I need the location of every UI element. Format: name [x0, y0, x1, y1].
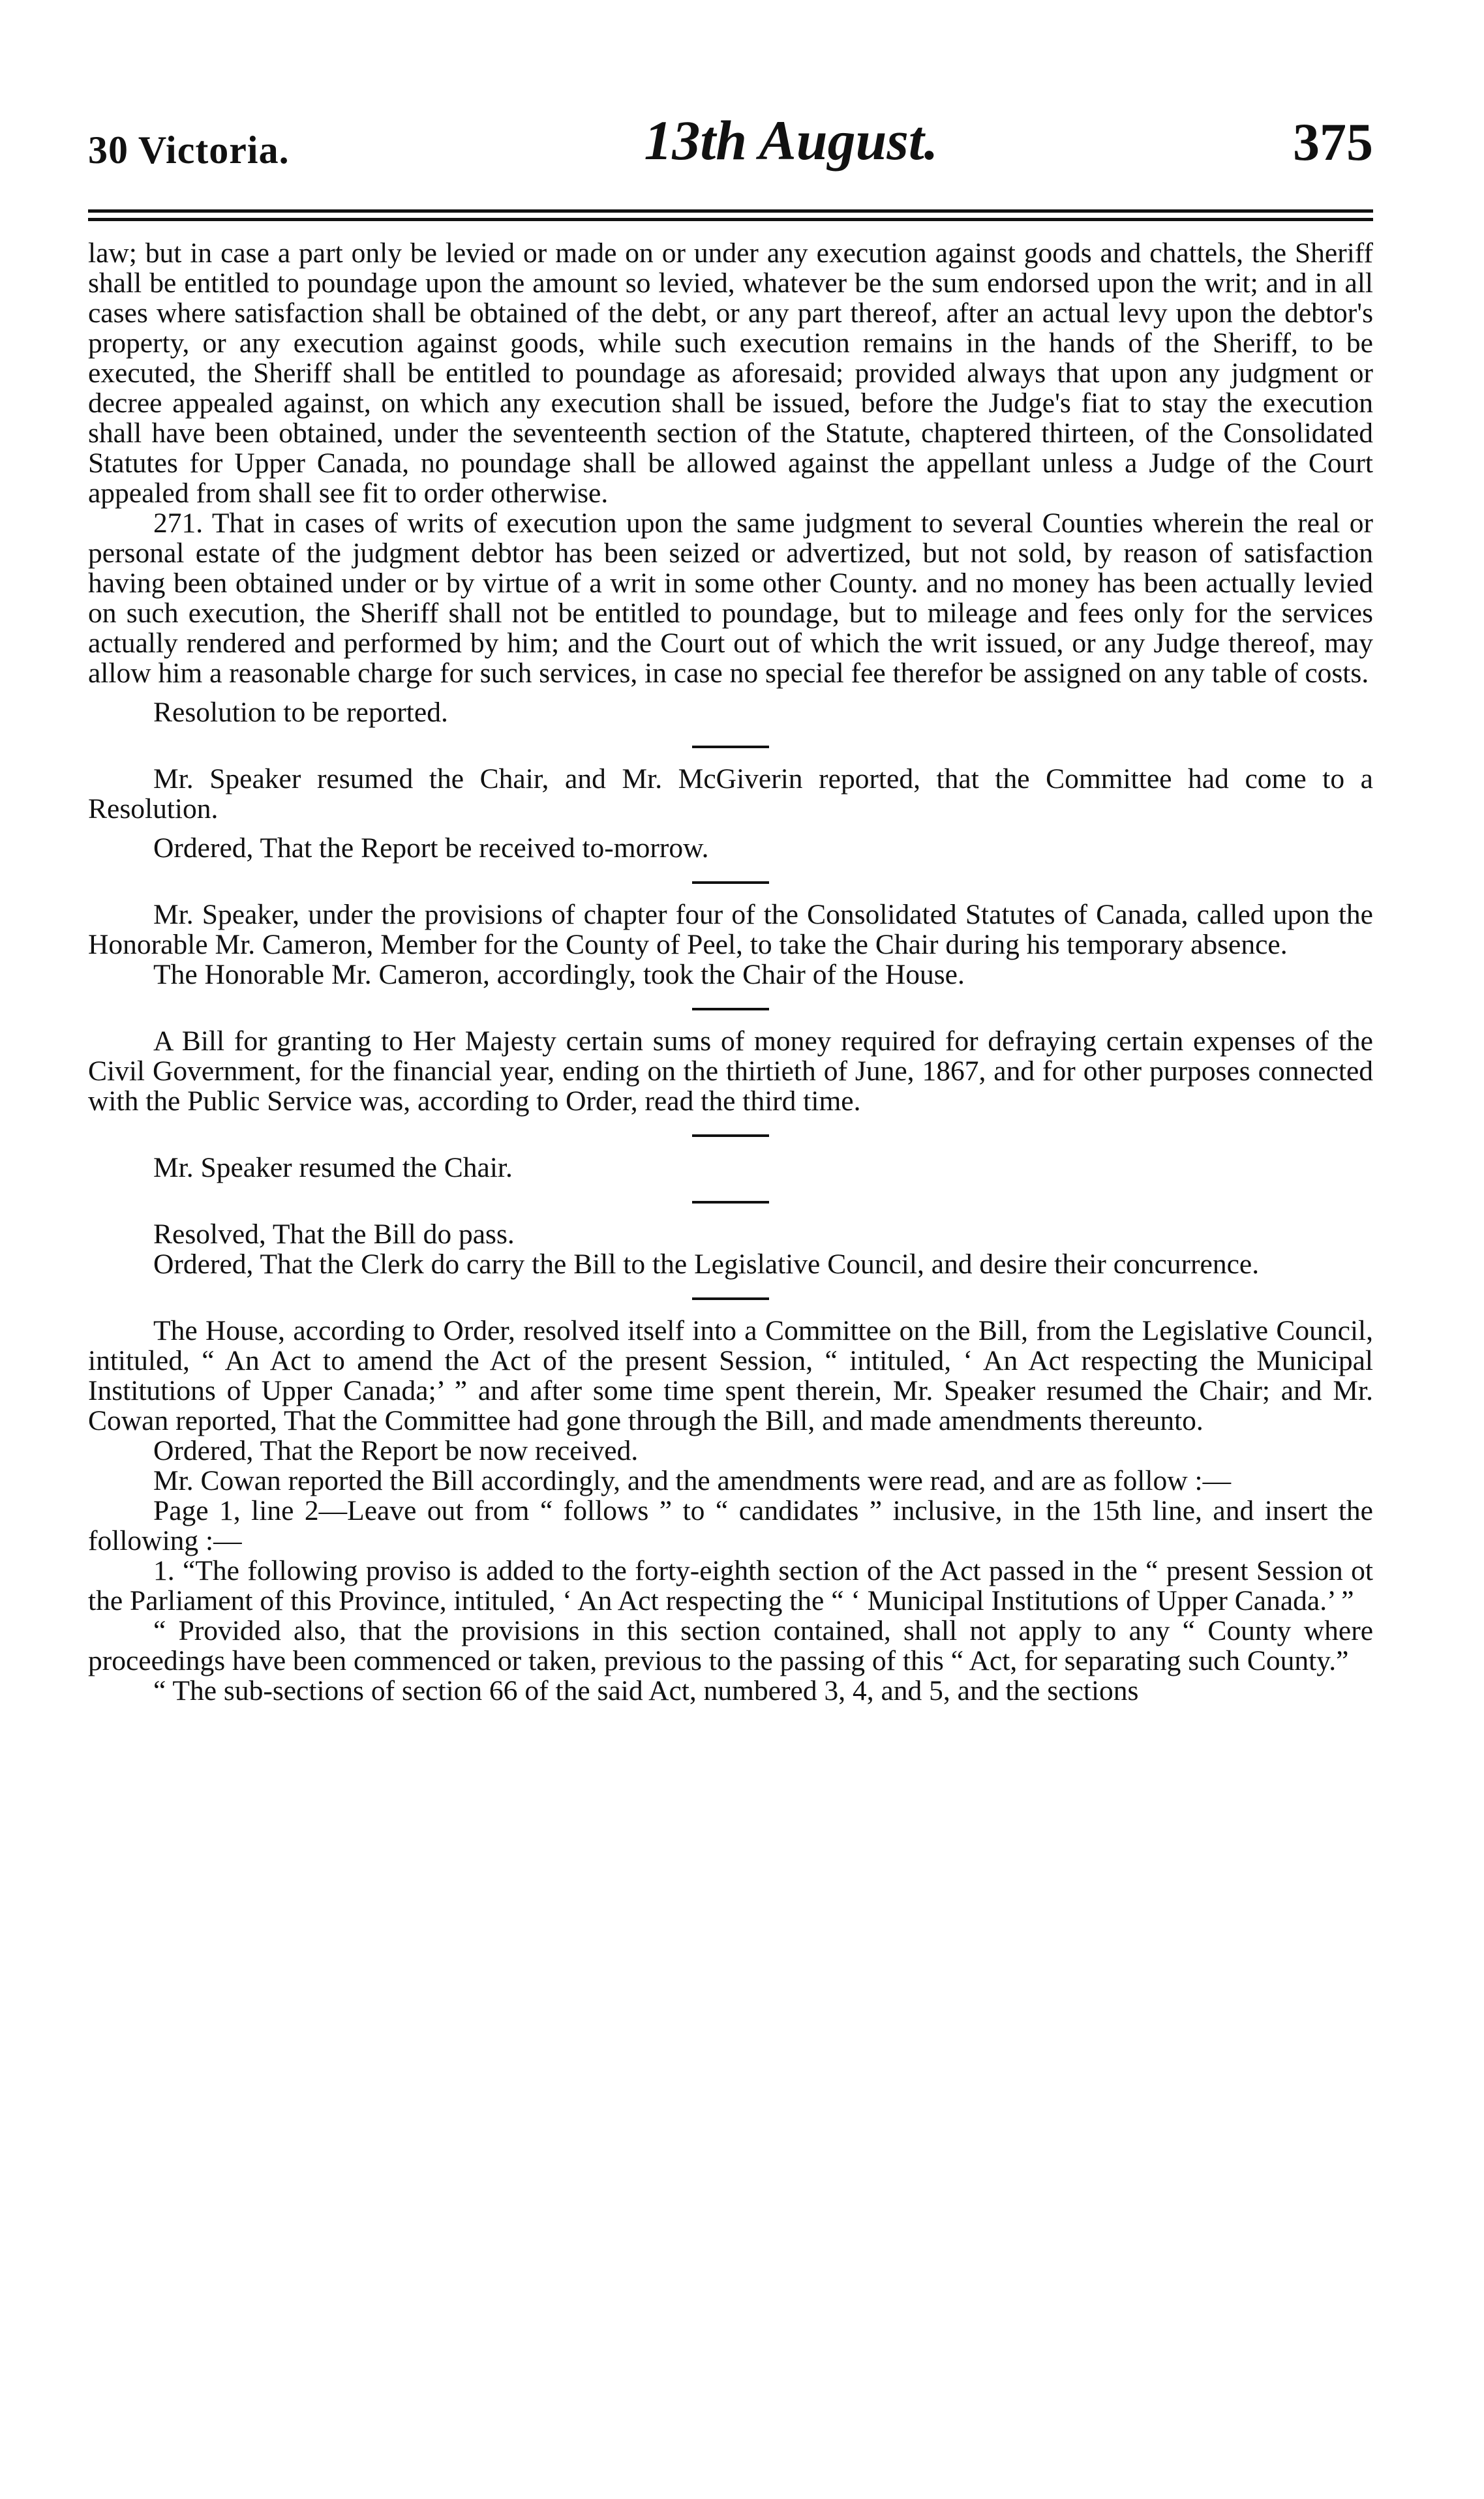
page-number: 375	[1293, 112, 1373, 172]
section-separator	[692, 1008, 769, 1010]
paragraph-resolution-reported: Resolution to be reported.	[153, 697, 448, 728]
paragraph-poundage-continued: law; but in case a part only be levied or made on or under any execution against goods and chattels, the Sheriff shall be entitled to poundage upon the amount so levied, whatever be the sum endorsed upon the writ; and in all cases where satisfaction shall be obtained of the debt, or any part thereof, after an actual levy upon the debtor's property, or any execution against goods, while such execution remains in the hands of the Sheriff, to be executed, the Sheriff shall be entitled to poundage as aforesaid; provided always that upon any judgment or decree appealed against, on which any execution shall be issued, before the Judge's fiat to stay the execution shall have been obtained, under the seventeenth section of the Statute, chaptered thirteen, of the Consolidated Statutes for Upper Canada, no poundage shall be allowed against the appellant unless a Judge of the Court appealed from shall see fit to order otherwise.	[88, 237, 1373, 509]
header-rule-top	[88, 209, 1373, 213]
header-double-rule	[88, 209, 1373, 221]
section-separator	[692, 881, 769, 884]
paragraph-proviso-one: 1. “The following proviso is added to the forty-eighth section of the Act passed in the “ present Session ot the Parliament of this Province, intituled, ‘ An Act respecting the “ ‘ Municipal Institutions of Upper Canada.’ ”	[88, 1555, 1373, 1616]
paragraph-speaker-provisions: Mr. Speaker, under the provisions of chapter four of the Consolidated Statutes of Canada, called upon the Honorable Mr. Cameron, Member for the County of Peel, to take the Chair during his temporary absence.	[88, 899, 1373, 960]
regnal-year: 30 Victoria.	[88, 129, 290, 172]
paragraph-speaker-resumed: Mr. Speaker resumed the Chair, and Mr. McGiverin reported, that the Committee had come to a Resolution.	[88, 763, 1373, 825]
section-separator	[692, 1134, 769, 1137]
section-separator	[692, 1201, 769, 1204]
section-separator	[692, 746, 769, 748]
paragraph-subsections: “ The sub-sections of section 66 of the said Act, numbered 3, 4, and 5, and the sections	[153, 1675, 1139, 1706]
section-separator	[692, 1297, 769, 1300]
journal-body	[88, 238, 1373, 1706]
paragraph-section-271: 271. That in cases of writs of execution upon the same judgment to several Counties wherein the real or personal estate of the judgment debtor has been seized or advertized, but not sold, by reason of satisfaction having been obtained under or by virtue of a writ in some other County. and no money has been actually levied on such execution, the Sheriff shall not be entitled to poundage, but to mileage and fees only for the services actually rendered and performed by him; and the Court out of which the writ issued, or any Judge thereof, may allow him a reasonable charge for such services, in case no special fee therefor be assigned on any table of costs.	[88, 507, 1373, 689]
paragraph-ordered-received: Ordered, That the Report be now received.	[153, 1435, 639, 1466]
paragraph-committee-bill: The House, according to Order, resolved itself into a Committee on the Bill, from the Legislative Council, intituled, “ An Act to amend the Act of the present Session, “ intituled, ‘ An Act respecting the Municipal Institutions of Upper Canada;’ ” and after some time spent therein, Mr. Speaker resumed the Chair; and Mr. Cowan reported, That the Committee had gone through the Bill, and made amendments thereunto.	[88, 1315, 1373, 1436]
paragraph-provided-also: “ Provided also, that the provisions in this section contained, shall not apply to any “ County where proceedings have been commenced or taken, previous to the passing of this “ Act, for separating such County.”	[88, 1615, 1373, 1676]
paragraph-speaker-resumed-chair: Mr. Speaker resumed the Chair.	[153, 1152, 513, 1183]
paragraph-cowan-reported: Mr. Cowan reported the Bill accordingly, and the amendments were read, and are as follow :—	[153, 1465, 1232, 1496]
date-heading: 13th August.	[644, 109, 939, 172]
paragraph-resolved-pass: Resolved, That the Bill do pass.	[153, 1219, 515, 1250]
paragraph-ordered-clerk: Ordered, That the Clerk do carry the Bill to the Legislative Council, and desire their concurrence.	[153, 1249, 1260, 1280]
paragraph-cameron-chair: The Honorable Mr. Cameron, accordingly, took the Chair of the House.	[153, 959, 965, 990]
paragraph-ordered-report: Ordered, That the Report be received to-morrow.	[153, 832, 709, 864]
paragraph-supply-bill: A Bill for granting to Her Majesty certain sums of money required for defraying certain expenses of the Civil Government, for the financial year, ending on the thirtieth of June, 1867, and for other purposes connected with the Public Service was, according to Order, read the third time.	[88, 1025, 1373, 1117]
header-rule-bottom	[88, 218, 1373, 221]
running-head	[88, 98, 1373, 173]
paragraph-page-line: Page 1, line 2—Leave out from “ follows ” to “ candidates ” inclusive, in the 15th line, and insert the following :—	[88, 1495, 1373, 1556]
